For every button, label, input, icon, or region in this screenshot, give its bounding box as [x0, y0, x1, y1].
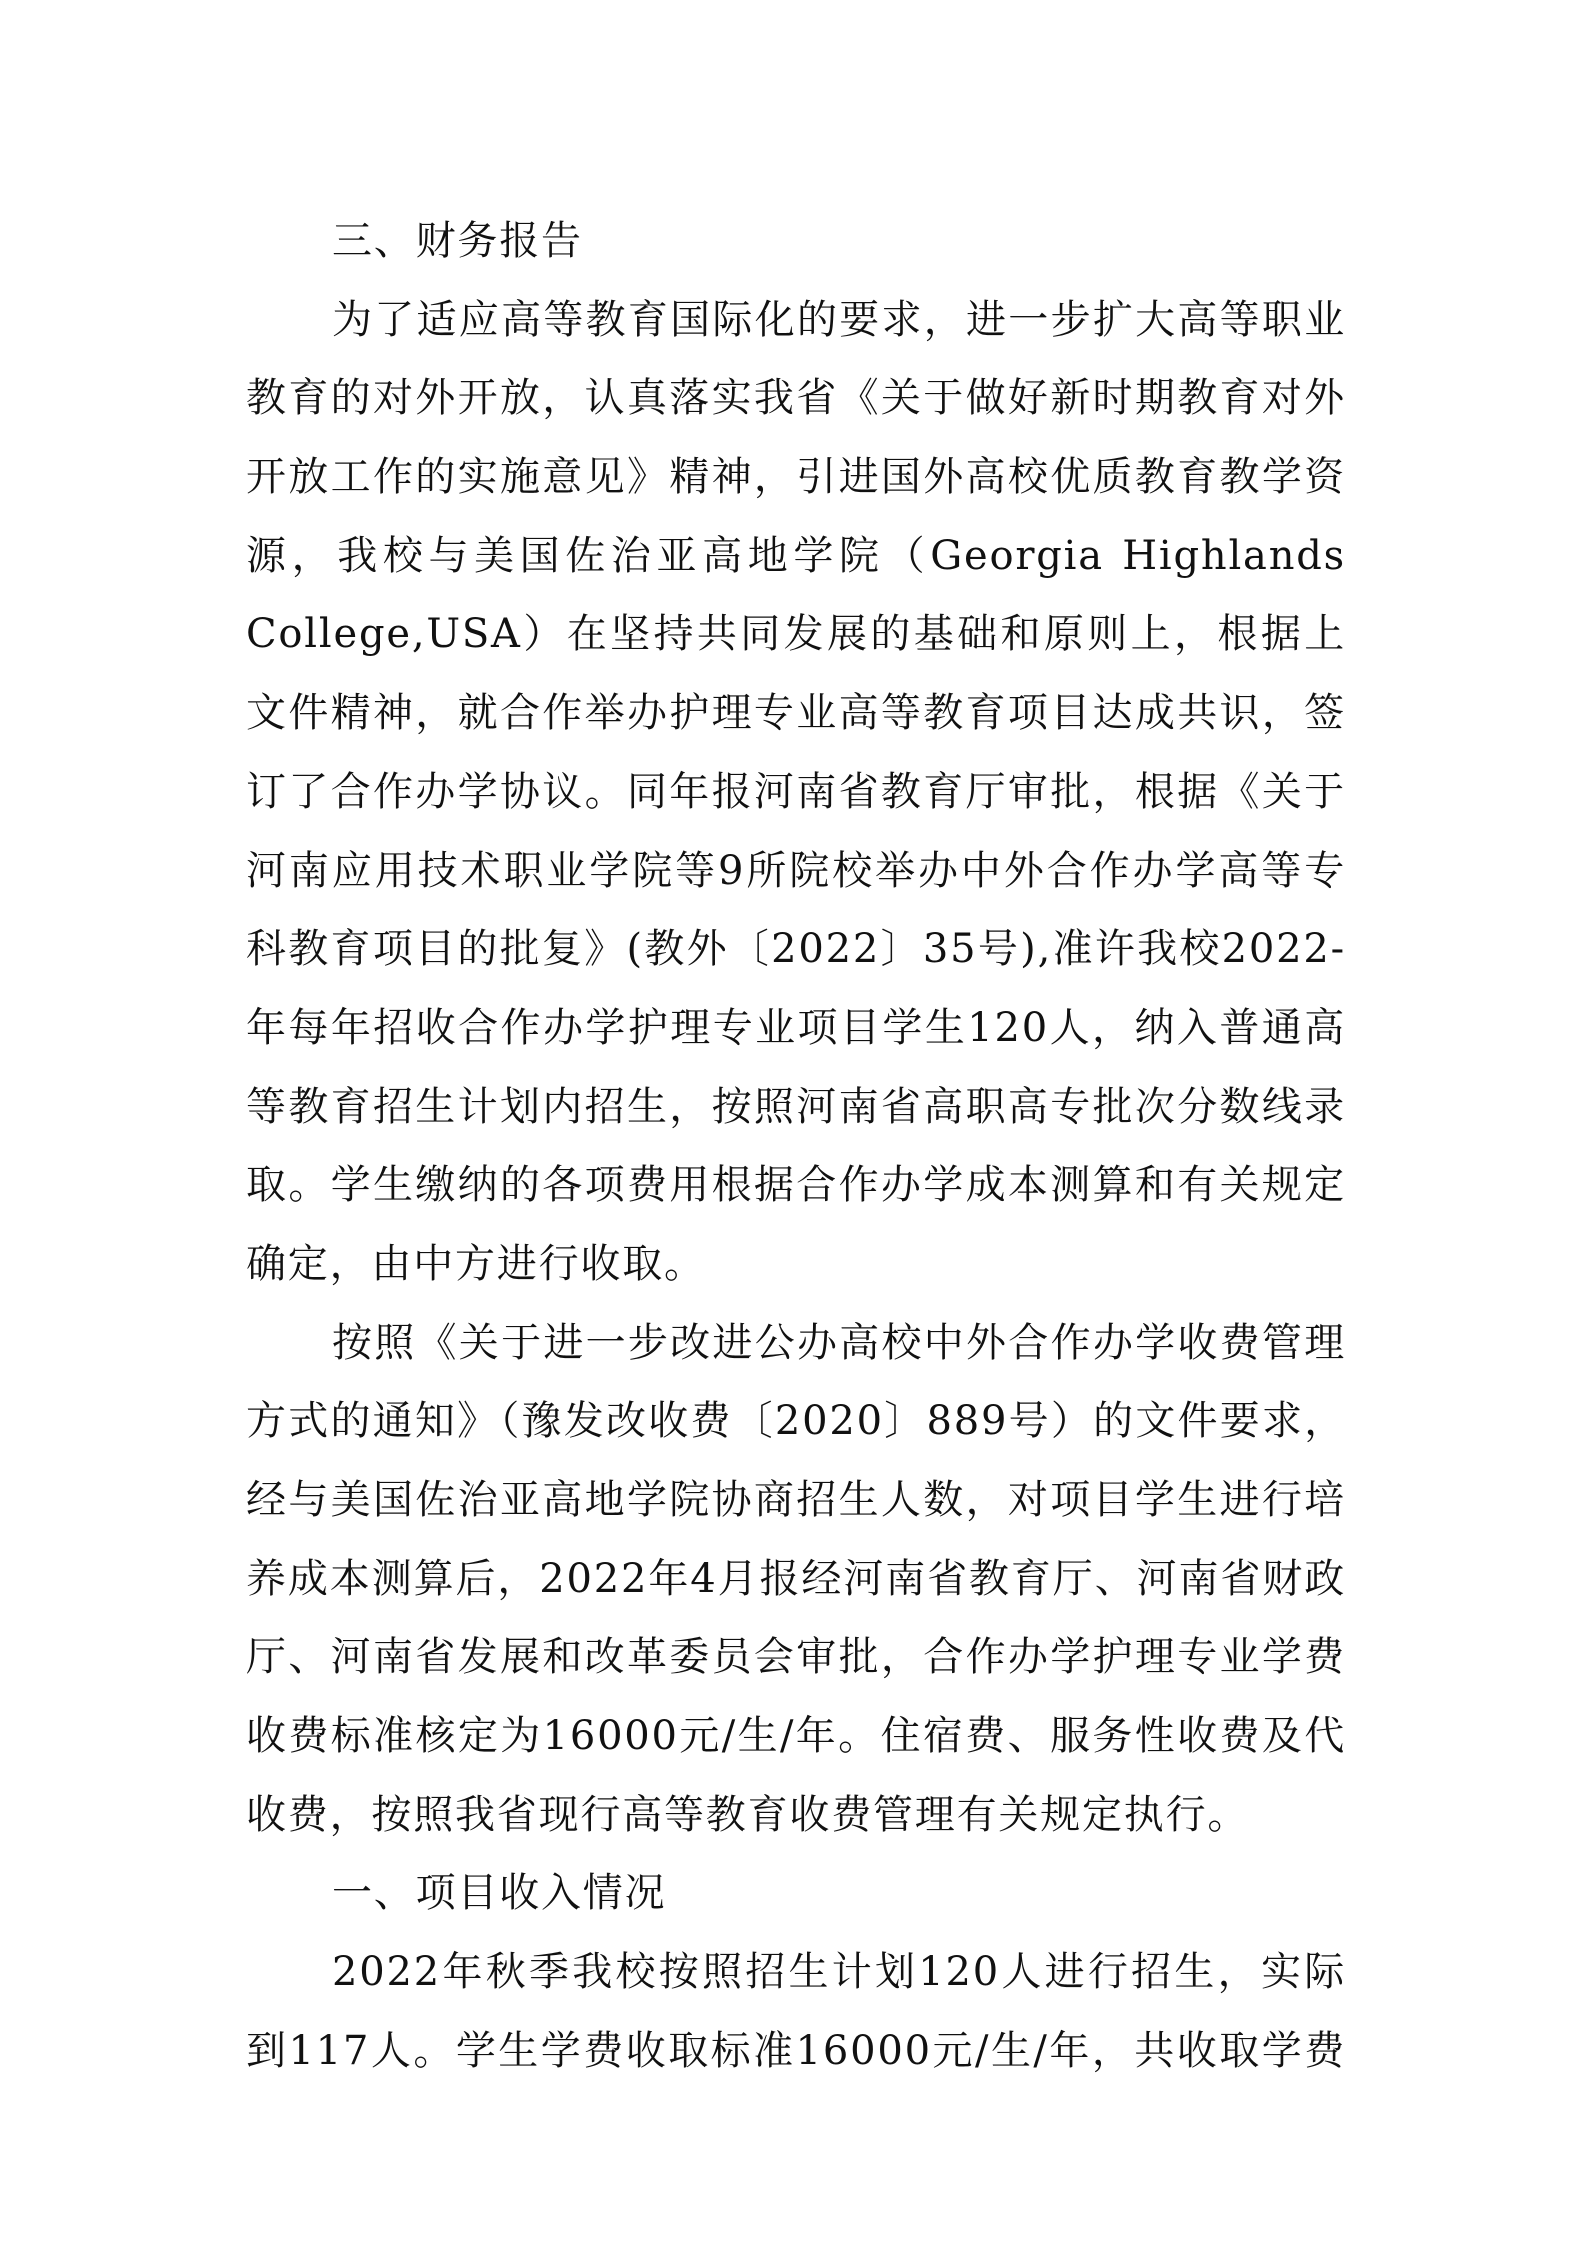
- subheading-income: 一、项目收入情况: [332, 1870, 667, 1917]
- paragraph-line: 方式的通知》（豫发改收费〔2020〕889号）的文件要求，: [246, 1398, 1346, 1445]
- paragraph-line: 科教育项目的批复》(教外〔2022〕35号),准许我校2022-: [246, 926, 1346, 973]
- paragraph-background: [246, 281, 1346, 1304]
- paragraph-line: 经与美国佐治亚高地学院协商招生人数，对项目学生进行培: [246, 1477, 1346, 1523]
- paragraph-line: 订了合作办学协议。同年报河南省教育厅审批，根据《关于: [246, 768, 1346, 815]
- paragraph-line: 收费，按照我省现行高等教育收费管理有关规定执行。: [246, 1791, 1250, 1838]
- paragraph-line: 取。学生缴纳的各项费用根据合作办学成本测算和有关规定: [246, 1162, 1346, 1209]
- paragraph-income: [246, 1933, 1346, 2090]
- paragraph-line: 养成本测算后，2022年4月报经河南省教育厅、河南省财政: [246, 1555, 1346, 1602]
- paragraph-line: 等教育招生计划内招生，按照河南省高职高专批次分数线录: [246, 1083, 1346, 1130]
- paragraph-line: 开放工作的实施意见》精神，引进国外高校优质教育教学资: [246, 454, 1346, 501]
- paragraph-line: 教育的对外开放，认真落实我省《关于做好新时期教育对外: [246, 375, 1346, 422]
- paragraph-line: 按照《关于进一步改进公办高校中外合作办学收费管理: [332, 1319, 1346, 1366]
- paragraph-line: 为了适应高等教育国际化的要求，进一步扩大高等职业: [332, 296, 1346, 343]
- document-body: [246, 202, 1346, 2091]
- paragraph-line: 2022年秋季我校按照招生计划120人进行招生，实际: [332, 1949, 1346, 1996]
- paragraph-line: College,USA）在坚持共同发展的基础和原则上，根据上: [246, 611, 1346, 658]
- paragraph-line: 源，我校与美国佐治亚高地学院（Georgia Highlands: [246, 532, 1346, 579]
- section-heading: 三、财务报告: [332, 218, 583, 264]
- paragraph-fee-basis: [246, 1304, 1346, 1855]
- paragraph-line: 文件精神，就合作举办护理专业高等教育项目达成共识，签: [246, 690, 1346, 737]
- paragraph-line: 收费标准核定为16000元/生/年。住宿费、服务性收费及代: [246, 1713, 1346, 1760]
- paragraph-line: 厅、河南省发展和改革委员会审批，合作办学护理专业学费: [246, 1634, 1346, 1681]
- paragraph-line: 河南应用技术职业学院等9所院校举办中外合作办学高等专: [246, 847, 1346, 894]
- paragraph-line: 年每年招收合作办学护理专业项目学生120人，纳入普通高: [246, 1004, 1346, 1051]
- paragraph-line: 确定，由中方进行收取。: [246, 1240, 706, 1287]
- paragraph-line: 到117人。学生学费收取标准16000元/生/年，共收取学费: [246, 2027, 1346, 2074]
